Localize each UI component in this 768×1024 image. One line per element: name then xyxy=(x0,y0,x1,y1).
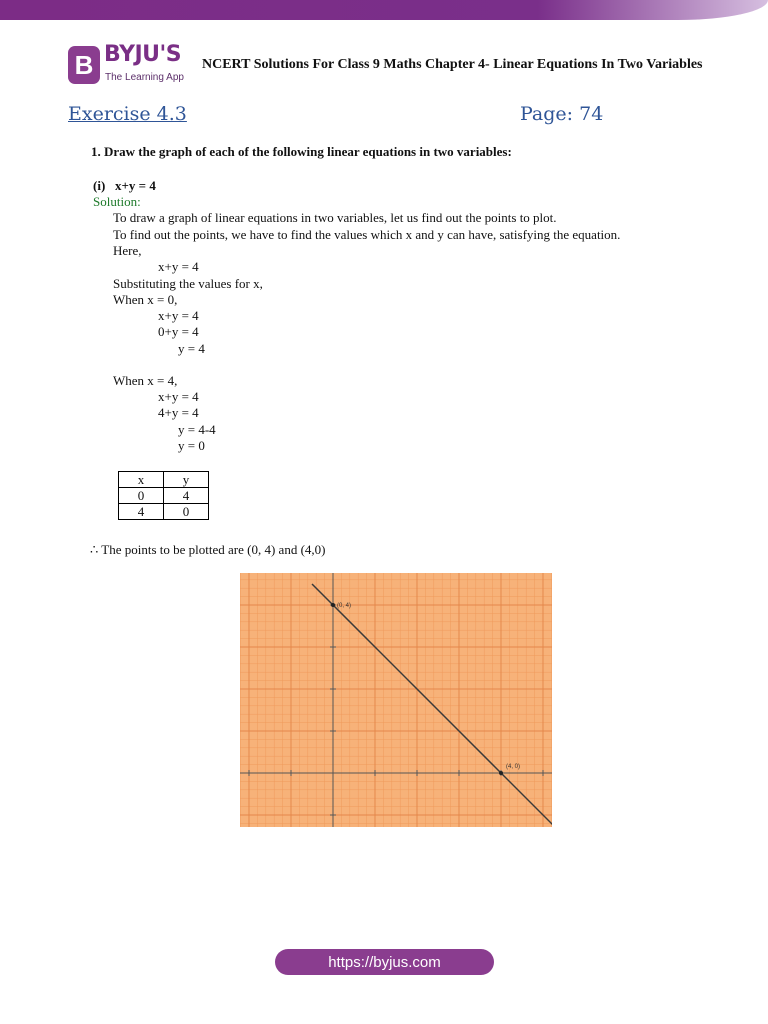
solution-line: When x = 0, xyxy=(113,292,178,307)
graph-background xyxy=(240,573,552,827)
byjus-logo-icon xyxy=(68,46,100,84)
data-point xyxy=(499,771,503,775)
table-cell: 4 xyxy=(119,504,164,520)
equation-line: x+y = 4 xyxy=(158,308,199,323)
solution-line: When x = 4, xyxy=(113,373,178,388)
table-cell: 0 xyxy=(119,488,164,504)
table-header: y xyxy=(164,472,209,488)
line-graph xyxy=(240,573,552,827)
table-cell: 4 xyxy=(164,488,209,504)
points-text: ∴ The points to be plotted are (0, 4) and (4,0) xyxy=(90,542,326,557)
data-point xyxy=(331,603,335,607)
logo-tagline: The Learning App xyxy=(105,72,184,83)
question-text: 1. Draw the graph of each of the following linear equations in two variables: xyxy=(91,144,512,159)
point-label: (4, 0) xyxy=(506,764,521,770)
solution-line: To find out the points, we have to find the values which x and y can have, satisfying the equation. xyxy=(113,227,621,242)
exercise-heading: Exercise 4.3 xyxy=(68,103,187,125)
equation-line: y = 4 xyxy=(178,341,205,356)
equation-line: y = 0 xyxy=(178,438,205,453)
values-table xyxy=(118,471,209,520)
solution-line: Here, xyxy=(113,243,142,258)
table-header: x xyxy=(119,472,164,488)
equation-line: 0+y = 4 xyxy=(158,324,199,339)
table-row xyxy=(119,488,209,504)
logo-letter: B xyxy=(74,50,94,80)
document-title: NCERT Solutions For Class 9 Maths Chapter 4- Linear Equations In Two Variables xyxy=(202,57,703,72)
logo-name: BYJU'S xyxy=(104,42,182,67)
point-label: (0, 4) xyxy=(337,603,352,609)
equation-line: x+y = 4 xyxy=(158,259,199,274)
top-banner xyxy=(0,0,768,20)
page-number: Page: 74 xyxy=(520,103,604,125)
solution-label: Solution: xyxy=(93,194,141,209)
equation-line: 4+y = 4 xyxy=(158,405,199,420)
website-link[interactable]: https://byjus.com xyxy=(275,949,494,975)
solution-line: Substituting the values for x, xyxy=(113,276,263,291)
table-header-row xyxy=(119,472,209,488)
table-cell: 0 xyxy=(164,504,209,520)
table-row xyxy=(119,504,209,520)
part-label: (i) x+y = 4 xyxy=(93,178,156,193)
equation-line: y = 4-4 xyxy=(178,422,216,437)
equation-line: x+y = 4 xyxy=(158,389,199,404)
solution-line: To draw a graph of linear equations in two variables, let us find out the points to plot. xyxy=(113,210,557,225)
